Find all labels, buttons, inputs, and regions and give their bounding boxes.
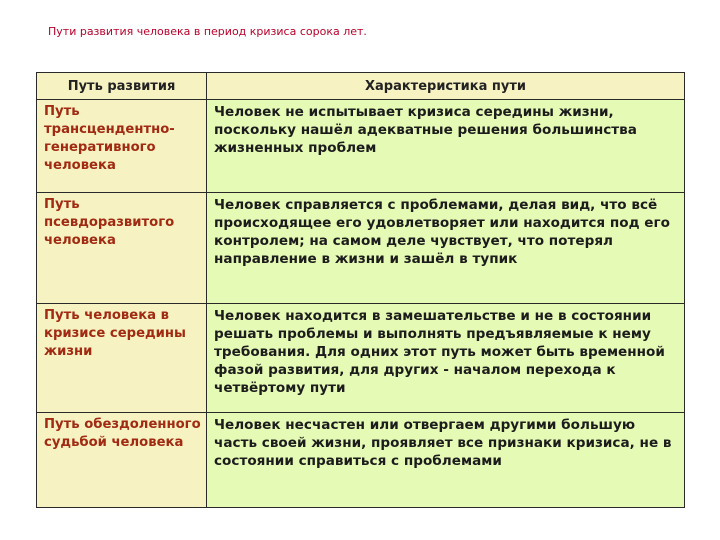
path-description-cell: Человек несчастен или отвергаем другими большую часть своей жизни, проявляет все признаки кризиса, не в состоянии справиться с проблемами: [207, 413, 685, 508]
development-paths-table: [36, 72, 685, 508]
table-header-row: [37, 73, 685, 100]
path-description-cell: Человек не испытывает кризиса середины жизни, поскольку нашёл адекватные решения большинства жизненных проблем: [207, 100, 685, 193]
path-name-cell: Путь обездоленного судьбой человека: [37, 413, 207, 508]
table-row: [37, 100, 685, 193]
path-description-cell: Человек справляется с проблемами, делая вид, что всё происходящее его удовлетворяет или находится под его контролем; на самом деле чувствует, что потерял направление в жизни и зашёл в тупик: [207, 193, 685, 304]
path-name-cell: Путь псевдоразвитого человека: [37, 193, 207, 304]
table-row: [37, 413, 685, 508]
path-description-cell: Человек находится в замешательстве и не в состоянии решать проблемы и выполнять предъявляемые к нему требования. Для одних этот путь может быть временной фазой развития, для других - началом перехода к четвёртому пути: [207, 304, 685, 413]
header-path: Путь развития: [37, 73, 207, 100]
path-name-cell: Путь трансцендентно-генеративного человека: [37, 100, 207, 193]
table-row: [37, 304, 685, 413]
path-name-cell: Путь человека в кризисе середины жизни: [37, 304, 207, 413]
header-characteristic: Характеристика пути: [207, 73, 685, 100]
table-row: [37, 193, 685, 304]
slide-title: Пути развития человека в период кризиса сорока лет.: [48, 25, 367, 38]
